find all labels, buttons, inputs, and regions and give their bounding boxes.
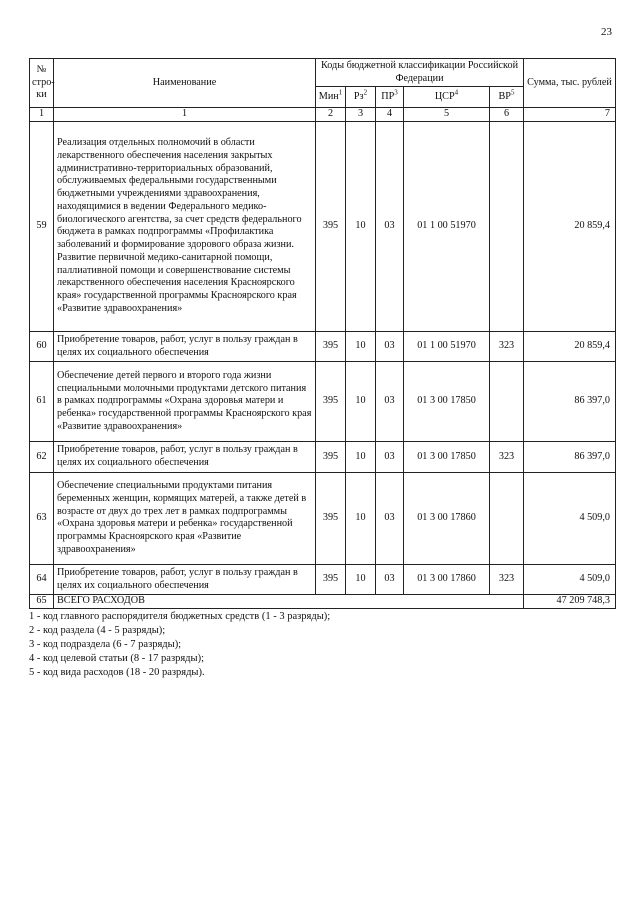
table-row: 61 Обеспечение детей первого и второго года жизни специальными молочными продуктами детского питания в рамках подпрограммы «Охрана здоровья матери и ребенка» государственной программы Красноярского края «Развитие здравоохранения» 395 10 03 01 3 00 17850 86 397,0	[30, 362, 616, 442]
row-name: Приобретение товаров, работ, услуг в пользу граждан в целях их социального обеспечения	[54, 564, 316, 595]
column-number-row	[30, 108, 616, 122]
header-vr: $ВР^5$	[490, 87, 524, 108]
header-row-num: № стро-ки	[30, 59, 54, 108]
footnote: 1 - код главного распорядителя бюджетных средств (1 - 3 разряды);	[29, 611, 331, 622]
col-number: 7	[524, 108, 616, 122]
table-row: 59 Реализация отдельных полномочий в области лекарственного обеспечения населения закрытых административно-территориальных образований, обслуживаемых федеральными государственными бюджетными учреждениями здравоохранения, находящимися в ведении Федерального медико-биологического агентства, за счет средств федерального бюджета в рамках подпрограммы «Профилактика заболеваний и формирование здорового образа жизни. Развитие первичной медико-санитарной помощи, паллиативной помощи и совершенствование системы лекарственного обеспечения населения Красноярского края» государственной программы Красноярского края «Развитие здравоохранения» 395 10 03 01 1 00 51970 20 859,4	[30, 121, 616, 331]
footnote: 5 - код вида расходов (18 - 20 разряды).	[29, 667, 205, 678]
row-name: Обеспечение детей первого и второго года жизни специальными молочными продуктами детского питания в рамках подпрограммы «Охрана здоровья матери и ребенка» государственной программы Красноярского края «Развитие здравоохранения»	[54, 362, 316, 442]
header-pr: $ПР^3$	[376, 87, 404, 108]
footnote: 3 - код подраздела (6 - 7 разряды);	[29, 639, 182, 650]
footnote: 4 - код целевой статьи (8 - 17 разряды);	[29, 653, 204, 664]
budget-table	[29, 58, 616, 609]
col-number: 4	[376, 108, 404, 122]
row-name: Обеспечение специальными продуктами питания беременных женщин, кормящих матерей, а также детей в возрасте от двух до трех лет в рамках подпрограммы «Охрана здоровья матери и ребенка» государственной программы Красноярского края «Развитие здравоохранения»	[54, 472, 316, 564]
total-sum: 47 209 748,3	[524, 595, 616, 609]
total-label: ВСЕГО РАСХОДОВ	[54, 595, 524, 609]
col-number: 1	[54, 108, 316, 122]
header-csr: ЦСР$^4$	[404, 87, 490, 108]
col-number: 2	[316, 108, 346, 122]
table-row: 62 Приобретение товаров, работ, услуг в пользу граждан в целях их социального обеспечения 395 10 03 01 3 00 17850 323 86 397,0	[30, 442, 616, 473]
table-row: 60 Приобретение товаров, работ, услуг в пользу граждан в целях их социального обеспечения 395 10 03 01 1 00 51970 323 20 859,4	[30, 331, 616, 362]
col-number: 1	[30, 108, 54, 122]
col-number: 3	[346, 108, 376, 122]
header-codes-group: Коды бюджетной классификации Российской Федерации	[316, 59, 524, 87]
header-min: Мин$^1$	[316, 87, 346, 108]
header-rz: $Рз^2$	[346, 87, 376, 108]
row-name: Приобретение товаров, работ, услуг в пользу граждан в целях их социального обеспечения	[54, 331, 316, 362]
row-name: Приобретение товаров, работ, услуг в пользу граждан в целях их социального обеспечения	[54, 442, 316, 473]
row-name: Реализация отдельных полномочий в области лекарственного обеспечения населения закрытых административно-территориальных образований, обслуживаемых федеральными государственными бюджетными учреждениями здравоохранения, находящимися в ведении Федерального медико-биологического агентства, за счет средств федерального бюджета в рамках подпрограммы «Профилактика заболеваний и формирование здорового образа жизни. Развитие первичной медико-санитарной помощи, паллиативной помощи и совершенствование системы лекарственного обеспечения населения Красноярского края» государственной программы Красноярского края «Развитие здравоохранения»	[54, 121, 316, 331]
footnote: 2 - код раздела (4 - 5 разряды);	[29, 625, 166, 636]
table-row: 64 Приобретение товаров, работ, услуг в пользу граждан в целях их социального обеспечения 395 10 03 01 3 00 17860 323 4 509,0	[30, 564, 616, 595]
header-name: Наименование	[54, 59, 316, 108]
total-row: 65 ВСЕГО РАСХОДОВ 47 209 748,3	[30, 595, 616, 609]
col-number: 6	[490, 108, 524, 122]
header-sum: Сумма, тыс. рублей	[524, 59, 616, 108]
col-number: 5	[404, 108, 490, 122]
footnotes	[29, 610, 330, 680]
header-row-1	[30, 59, 616, 87]
table-row: 63 Обеспечение специальными продуктами питания беременных женщин, кормящих матерей, а также детей в возрасте от двух до трех лет в рамках подпрограммы «Охрана здоровья матери и ребенка» государственной программы Красноярского края «Развитие здравоохранения» 395 10 03 01 3 00 17860 4 509,0	[30, 472, 616, 564]
page-number: 23	[601, 26, 612, 38]
